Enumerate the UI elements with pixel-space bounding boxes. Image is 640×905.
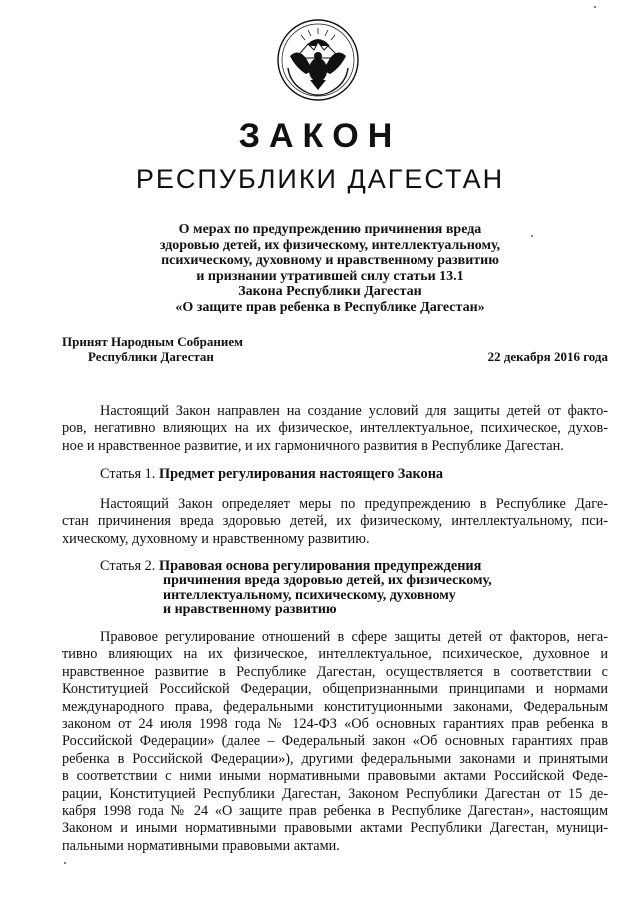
article-title-line: и нравственному развитию	[163, 602, 337, 617]
text-line: международного права, федеральными конституционными законами, Федеральным	[62, 698, 608, 715]
document-subtitle: РЕСПУБЛИКИ ДАГЕСТАН	[135, 164, 505, 194]
article-1-paragraph	[62, 496, 608, 548]
text-line: кабря 1998 года № 24 «О защите прав ребенка в Республике Дагестан», настоящим	[62, 802, 608, 819]
text-line: рации, Конституцией Республики Дагестан, Законом Республики Дагестан от 15 де-	[62, 785, 608, 802]
article-label: Статья 2.	[100, 558, 156, 574]
text-line: Правовое регулирование отношений в сфере защиты детей от факторов, нега-	[100, 629, 608, 645]
text-line: стан причинения вреда здоровью детей, их физическому, интеллектуальному, пси-	[62, 513, 608, 530]
adoption-line: Республики Дагестан	[88, 349, 214, 364]
text-line: Законом и иными нормативными правовыми актами Республики Дагестан, муници-	[62, 820, 608, 837]
law-title-line: психическому, духовному и нравственному развитию	[161, 253, 499, 268]
article-title: Предмет регулирования настоящего Закона	[158, 466, 444, 482]
text-line: пальными нормативными правовыми актами.	[62, 837, 340, 854]
preamble-paragraph	[62, 403, 608, 455]
law-title-line: здоровью детей, их физическому, интеллектуальному,	[159, 237, 501, 253]
adoption-date: 22 декабря 2016 года	[487, 349, 608, 364]
law-title	[120, 222, 540, 315]
text-line: ребенка в Российской Федерации»), другими федеральными законами и принятыми	[62, 750, 608, 767]
text-line: хическому, духовному и нравственному развитию.	[62, 530, 370, 547]
article-title-line: причинения вреда здоровью детей, их физическому,	[163, 573, 492, 588]
text-line: нравственное развитие в Республике Дагестан, осуществляется в соответствии с	[62, 663, 608, 680]
law-title-line: «О защите прав ребенка в Республике Дагестан»	[175, 299, 485, 315]
law-title-line: и признании утратившей силу статьи 13.1	[196, 268, 464, 284]
article-2-paragraph	[62, 629, 608, 855]
text-line: законом от 24 июля 1998 года № 124-ФЗ «Об основных гарантиях прав ребенка в	[62, 715, 608, 732]
adoption-line: Принят Народным Собранием	[62, 334, 244, 349]
text-line: тивно влияющих на их физическое, интеллектуальное, психическое, духовное и	[62, 646, 608, 663]
article-1-heading	[100, 466, 443, 483]
text-line: ное и нравственное развитие, и их гармоничного развития в Республике Дагестан.	[62, 437, 564, 454]
article-title-line: интеллектуальному, психическому, духовному	[163, 587, 456, 603]
text-line: Конституцией Российской Федерации, общепризнанными принципами и нормами	[62, 681, 608, 698]
text-line: Настоящий Закон направлен на создание условий для защиты детей от факто-	[100, 403, 608, 419]
article-label: Статья 1.	[100, 466, 156, 482]
scan-speck	[64, 862, 66, 864]
document-title: ЗАКОН	[238, 117, 402, 155]
article-title: Правовая основа регулирования предупреждения	[158, 558, 482, 574]
law-title-line: О мерах по предупреждению причинения вреда	[178, 222, 482, 237]
adoption-body	[62, 334, 243, 364]
article-2-heading-rest	[163, 574, 492, 618]
law-title-line: Закона Республики Дагестан	[238, 284, 422, 299]
text-line: ров, негативно влияющих на их физическое, интеллектуальное, психическое, духов-	[62, 420, 608, 437]
text-line: в соответствии с ними иными нормативными правовыми актами Российской Феде-	[62, 768, 608, 785]
scan-speck	[594, 6, 596, 8]
dagestan-coat-of-arms-emblem	[276, 18, 360, 102]
text-line: Настоящий Закон определяет меры по предупреждению в Республике Даге-	[100, 496, 608, 512]
scan-speck	[531, 235, 533, 237]
text-line: Российской Федерации» (далее – Федеральный закон «Об основных гарантиях прав	[62, 733, 608, 750]
